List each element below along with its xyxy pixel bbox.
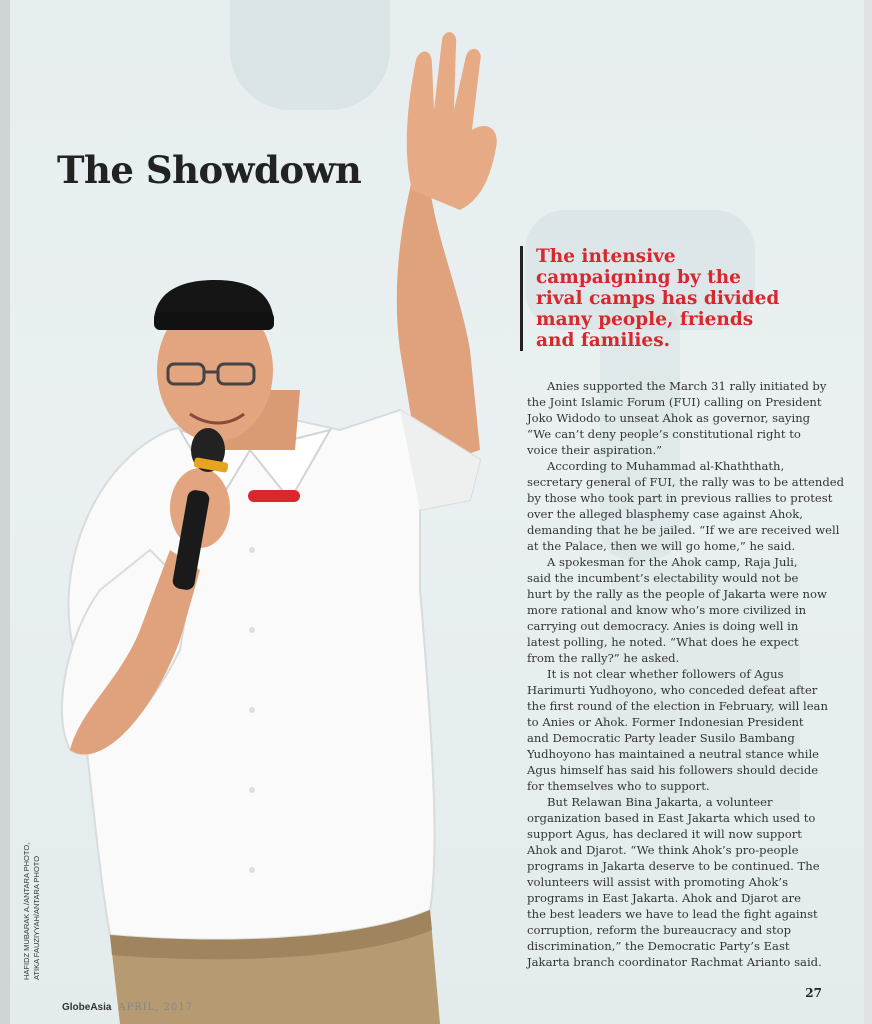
text-line: from the rally?” he asked. [527,651,680,665]
article-title: The Showdown [57,148,362,192]
text-line: volunteers will assist with promoting Ahok’s [527,875,789,889]
pull-quote-line: campaigning by the [536,267,741,288]
text-line: and Democratic Party leader Susilo Bambang [527,731,795,745]
text-line: programs in East Jakarta. Ahok and Djarot are [527,891,801,905]
text-line: hurt by the rally as the people of Jakarta were now [527,587,827,601]
text-line: demanding that he be jailed. “If we are received well [527,523,840,537]
text-line: support Agus, has declared it will now support [527,827,802,841]
text-line: Jakarta branch coordinator Rachmat Arianto said. [527,955,822,969]
magazine-name: GlobeAsia [62,1002,112,1013]
pull-quote-line: many people, friends [536,309,754,330]
speaker-photo [40,30,510,1024]
text-line: corruption, reform the bureaucracy and stop [527,923,792,937]
text-line: It is not clear whether followers of Agus [547,667,784,681]
text-line: Agus himself has said his followers should decide [527,763,819,777]
article-body [527,378,845,970]
text-line: the first round of the election in February, will lean [527,699,828,713]
text-line: Yudhoyono has maintained a neutral stance while [527,747,820,761]
text-line: A spokesman for the Ahok camp, Raja Juli, [547,555,798,569]
text-line: Harimurti Yudhoyono, who conceded defeat after [527,683,818,697]
article-paragraph [527,666,827,794]
text-line: carrying out democracy. Anies is doing well in [527,619,799,633]
text-line: said the incumbent’s electability would not be [527,571,799,585]
text-line: organization based in East Jakarta which used to [527,811,816,825]
text-line: Anies supported the March 31 rally initiated by [547,379,827,393]
text-line: latest polling, he noted. “What does he expect [527,635,799,649]
photo-credit-line: ATIKA FAUZIYYAH/ANTARA PHOTO [32,855,41,980]
text-line: secretary general of FUI, the rally was to be attended [527,475,845,489]
issue-date: APRIL, 2017 [118,1002,194,1013]
text-line: to Anies or Ahok. Former Indonesian President [527,715,804,729]
article-paragraph [527,554,827,666]
text-line: “We can’t deny people’s constitutional right to [527,427,801,441]
text-line: at the Palace, then we will go home,” he said. [527,539,796,553]
text-line: programs in Jakarta deserve to be continued. The [527,859,820,873]
pull-quote-line: and families. [536,330,671,351]
text-line: Ahok and Djarot. “We think Ahok’s pro-people [527,843,799,857]
pull-quote-line: rival camps has divided [536,288,780,309]
article-paragraph [527,794,827,970]
photo-credit-line: HAFIDZ MUBARAK A./ANTARA PHOTO, [22,842,31,980]
pull-quote-line: The intensive [536,246,676,267]
text-line: But Relawan Bina Jakarta, a volunteer [547,795,773,809]
page-gutter [0,0,10,1024]
page-edge [864,0,872,1024]
text-line: discrimination,” the Democratic Party’s East [527,939,790,953]
text-line: voice their aspiration.” [527,443,663,457]
text-line: over the alleged blasphemy case against Ahok, [527,507,803,521]
text-line: the Joint Islamic Forum (FUI) calling on President [527,395,822,409]
article-paragraph [527,458,845,554]
text-line: for themselves who to support. [527,779,710,793]
text-line: According to Muhammad al-Khaththath, [547,459,785,473]
page-number: 27 [805,986,822,1000]
text-line: Joko Widodo to unseat Ahok as governor, saying [527,411,811,425]
photo-credit [22,843,42,980]
pull-quote [520,246,816,351]
text-line: more rational and know who’s more civilized in [527,603,807,617]
text-line: by those who took part in previous rallies to protest [527,491,833,505]
page-footer [62,1002,193,1013]
article-paragraph [527,378,827,458]
text-line: the best leaders we have to lead the fight against [527,907,818,921]
